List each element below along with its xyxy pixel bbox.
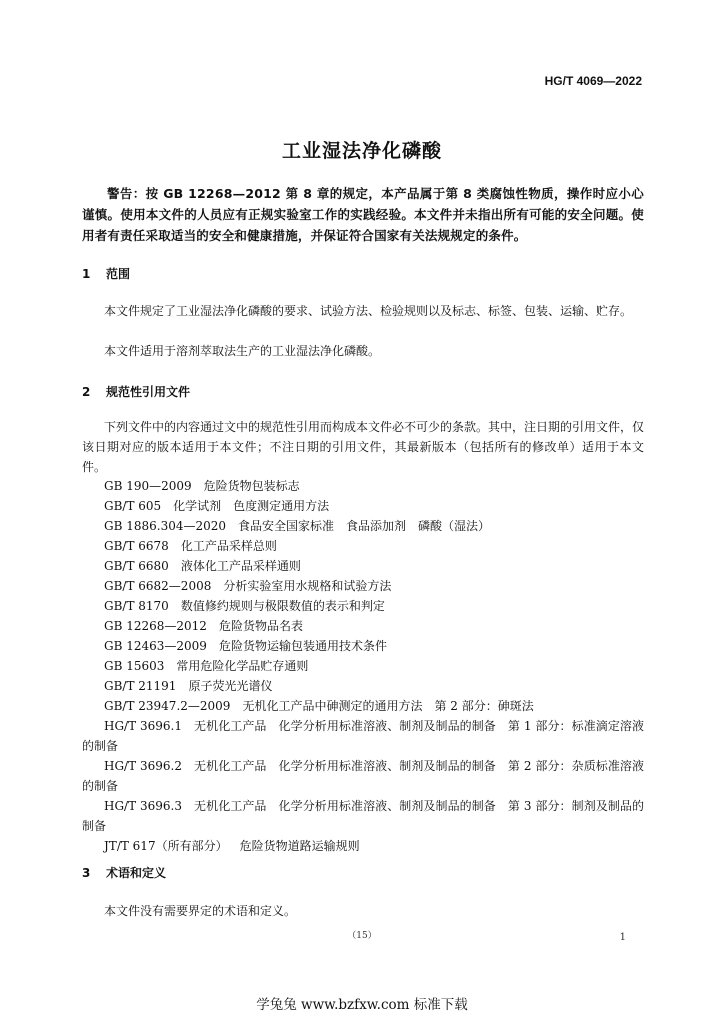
- standard-code: HG/T 4069—2022: [544, 74, 642, 88]
- reference-item: [82, 716, 644, 756]
- page-sequence: 1: [619, 932, 626, 943]
- terms-paragraph: 本文件没有需要界定的术语和定义。: [104, 904, 297, 918]
- reference-code: GB/T 8170: [104, 599, 169, 613]
- section-number: 1: [82, 267, 91, 281]
- reference-item: [82, 496, 644, 516]
- reference-item: [82, 536, 644, 556]
- reference-code: GB/T 605: [104, 499, 162, 513]
- reference-item: [82, 556, 644, 576]
- reference-code: GB/T 6678: [104, 539, 169, 553]
- reference-title: 无机化工产品中砷测定的通用方法 第 2 部分：砷斑法: [242, 699, 534, 713]
- site-watermark: 学兔兔 www.bzfxw.com 标准下载: [256, 997, 468, 1013]
- reference-code: GB/T 23947.2—2009: [104, 699, 231, 713]
- reference-title: 液体化工产品采样通则: [180, 559, 301, 573]
- reference-code: GB/T 6680: [104, 559, 169, 573]
- section-3-heading: [82, 864, 166, 881]
- reference-title: 常用危险化学品贮存通则: [176, 659, 309, 673]
- reference-item: [82, 656, 644, 676]
- reference-title: 危险货物运输包装通用技术条件: [218, 639, 387, 653]
- section-1-heading: [82, 265, 130, 282]
- scope-paragraph-2: 本文件适用于溶剂萃取法生产的工业湿法净化磷酸。: [104, 344, 381, 358]
- reference-code: GB/T 6682—2008: [104, 579, 212, 593]
- reference-code: GB 12463—2009: [104, 639, 207, 653]
- reference-title: 化学试剂 色度测定通用方法: [173, 499, 330, 513]
- reference-item: [82, 516, 644, 536]
- reference-title: 数值修约规则与极限数值的表示和判定: [180, 599, 385, 613]
- reference-list: [82, 476, 644, 856]
- section-title: 规范性引用文件: [106, 385, 191, 399]
- reference-title: 无机化工产品 化学分析用标准溶液、制剂及制品的制备 第 2 部分：杂质标准溶液的制备: [82, 759, 644, 793]
- section-number: 2: [82, 385, 91, 399]
- reference-item: [82, 836, 644, 856]
- reference-title: 食品安全国家标准 食品添加剂 磷酸（湿法）: [238, 519, 491, 533]
- reference-item: [82, 576, 644, 596]
- reference-title: 危险货物包装标志: [203, 479, 300, 493]
- reference-code: GB 1886.304—2020: [104, 519, 227, 533]
- reference-title: 危险货物品名表: [218, 619, 303, 633]
- reference-item: [82, 676, 644, 696]
- reference-item: [82, 596, 644, 616]
- reference-item: [82, 796, 644, 836]
- normative-intro: 下列文件中的内容通过文中的规范性引用而构成本文件必不可少的条款。其中，注日期的引用文件，仅该日期对应的版本适用于本文件；不注日期的引用文件，其最新版本（包括所有的修改单）适用于本文件。: [82, 420, 645, 474]
- reference-code: GB 12268—2012: [104, 619, 207, 633]
- reference-title: 分析实验室用水规格和试验方法: [223, 579, 392, 593]
- reference-title: 无机化工产品 化学分析用标准溶液、制剂及制品的制备 第 1 部分：标准滴定溶液的制备: [82, 719, 644, 753]
- reference-item: [82, 756, 644, 796]
- reference-title: 危险货物道路运输规则: [239, 839, 360, 853]
- reference-title: 化工产品采样总则: [180, 539, 277, 553]
- scope-paragraph-1: 本文件规定了工业湿法净化磷酸的要求、试验方法、检验规则以及标志、标签、包装、运输、贮存。: [104, 304, 633, 318]
- reference-code: GB 15603: [104, 659, 165, 673]
- section-2-heading: [82, 383, 190, 400]
- page-number: （15）: [347, 931, 377, 941]
- reference-item: [82, 616, 644, 636]
- reference-title: 无机化工产品 化学分析用标准溶液、制剂及制品的制备 第 3 部分：制剂及制品的制备: [82, 799, 644, 833]
- reference-item: [82, 636, 644, 656]
- safety-warning: 警告：按 GB 12268—2012 第 8 章的规定，本产品属于第 8 类腐蚀性物质，操作时应小心谨慎。使用本文件的人员应有正规实验室工作的实践经验。本文件并未指出所有可能的安全问题。使用者有责任采取适当的安全和健康措施，并保证符合国家有关法规规定的条件。: [82, 186, 644, 243]
- reference-code: HG/T 3696.2: [104, 759, 182, 773]
- document-title: 工业湿法净化磷酸: [281, 140, 442, 162]
- section-title: 术语和定义: [106, 866, 167, 880]
- reference-code: GB/T 21191: [104, 679, 177, 693]
- reference-item: [82, 696, 644, 716]
- reference-title: 原子荧光光谱仪: [188, 679, 273, 693]
- reference-code: HG/T 3696.3: [104, 799, 182, 813]
- reference-code: HG/T 3696.1: [104, 719, 182, 733]
- reference-code: GB 190—2009: [104, 479, 192, 493]
- section-title: 范围: [106, 267, 131, 281]
- reference-code: JT/T 617（所有部分）: [104, 839, 228, 853]
- section-number: 3: [82, 866, 91, 880]
- reference-item: [82, 476, 644, 496]
